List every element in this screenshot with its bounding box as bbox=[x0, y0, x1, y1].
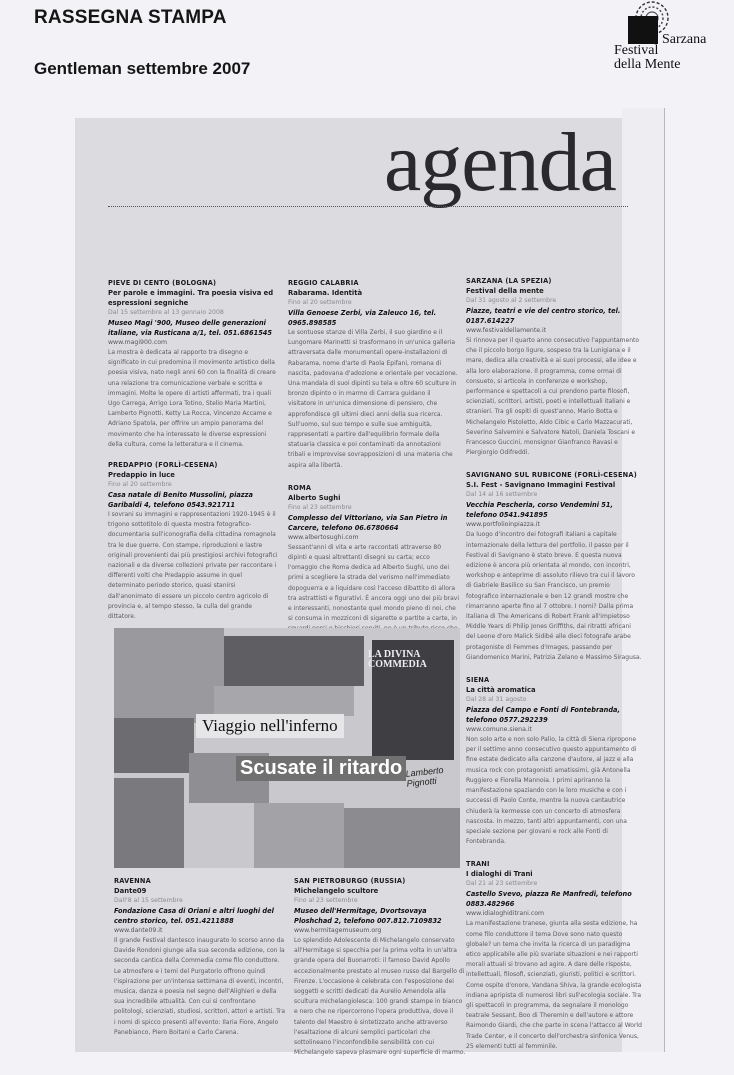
logo-line-festival: Festival bbox=[614, 43, 659, 58]
event-dates: Dal 14 al 16 settembre bbox=[466, 491, 538, 499]
column-3 bbox=[466, 276, 642, 1064]
heading-rule bbox=[108, 206, 628, 207]
event-entry bbox=[466, 675, 642, 847]
event-title: Michelangelo scultore bbox=[294, 887, 379, 895]
event-description: La manifestazione tranese, giunta alla sesta edizione, ha come filo conduttore il tema Dove sono nato questo globale? un tema che invita la ricerca di un paradigma etico applicabile alle più svariate situazioni e nei rapporti morali attuali si trovano ad agire. A dare delle risposte, intellettuali, filosofi, scienziati, giuristi, politici e scrittori. Come ospite d'onore, Vandana Shiva, la grande ecologista indiana apripista di numerosi libri sull'ecologia sociale. Tra gli spettacoli in programma, da segnalare il monologo teatrale Sessant, Boo di Theremin e dell'autore e attore Raimondo Giardi, che che parte in scena l'attacco al World Trade Center, e il concerto dell'orchestra sinfonica Venus, 25 elementi tutti al femminile. bbox=[466, 920, 642, 1050]
event-venue: Museo dell'Hermitage, Dvortsovaya Ploshchad 2, telefono 007.812.7109832 bbox=[294, 907, 442, 925]
event-venue: Casa natale di Benito Mussolini, piazza Garibaldi 4, telefono 0543.921711 bbox=[108, 491, 253, 510]
event-description: Le sontuose stanze di Villa Zerbi, il suo giardino e il Lungomare Marinetti si trasformano in un'unica galleria attraversata dalle monumentali opere-installazioni di Rabarama, nome d'arte di Paola Epifani, romana di nascita, padovana d'adozione e orientale per vocazione. Una mandala di suoi dipinti su tela e oltre 60 sculture in bronzo dipinto o in marmo di Carrara guidano il visitatore in un'unica dimensione di pensiero, che approfondisce gli ultimi dieci anni della sua ricerca. Sull'uomo, sul suo tempo e sulle sue ambiguità, rappresentati a partire dall'equilibrio formale della statuaria classica e poi contaminati da annotazioni tribali e improvvise sovrapposizioni di una materia che aspira alla libertà. bbox=[288, 329, 458, 469]
event-venue: Villa Genoese Zerbi, via Zaleuco 16, tel. 0965.898585 bbox=[288, 309, 437, 327]
event-city: PIEVE DI CENTO (BOLOGNA) bbox=[108, 279, 217, 287]
event-dates: Dall'8 al 15 settembre bbox=[114, 897, 183, 904]
event-url[interactable]: www.magi900.com bbox=[108, 339, 168, 346]
collage-grey-block bbox=[214, 686, 354, 716]
event-description: La mostra è dedicata al rapporto tra disegno e significato in cui predomina il movimento artistico della poesia visiva, nato negli anni 60 con la finalità di creare una relazione tra comunicazione verbale e scritta e immagini. Molte le opere di artisti affermati, tra i quali Ugo Carrega, Arrigo Lora Totino, Stelio Maria Martini, Lamberto Pignotti, Ketty La Rocca, Vincenzo Accame e Adriano Spatola, per offrire un ampio panorama del movimento che ha interessato le diverse espressioni della cultura, come la letteratura e il cinema. bbox=[108, 349, 276, 448]
event-entry bbox=[466, 276, 642, 458]
event-title: S.I. Fest - Savignano Immagini Festival bbox=[466, 481, 616, 490]
event-url[interactable]: www.portfolioinpiazza.it bbox=[466, 521, 540, 529]
event-city: SARZANA (LA SPEZIA) bbox=[466, 277, 552, 285]
event-title: Alberto Sughi bbox=[288, 493, 341, 502]
event-dates: Dal 31 agosto al 2 settembre bbox=[466, 297, 557, 304]
column-2-bottom bbox=[294, 876, 466, 1070]
event-entry bbox=[288, 483, 460, 645]
event-entry bbox=[108, 460, 280, 622]
event-city: RAVENNA bbox=[114, 877, 151, 885]
event-url[interactable]: www.albertosughi.com bbox=[288, 533, 359, 541]
event-entry bbox=[466, 859, 642, 1052]
collage-signature: Lamberto Pignotti bbox=[405, 764, 444, 789]
event-dates: Fino al 23 settembre bbox=[294, 897, 358, 904]
event-description: Si rinnova per il quarto anno consecutivo l'appuntamento che il piccolo borgo ligure, sospeso tra la Lunigiana e il mare, dedica alla creatività e ai suoi processi, alle idee e alla loro elaborazione. Il programma, come ormai di consueto, si articola in conferenze e workshop, performance e spettacoli a cui prendono parte filosofi, scienziati, scrittori, artisti, poeti e intellettuali italiani e stranieri. Tra gli ospiti di quest'anno, Mario Botta e Michelangelo Pistoletto, Aldo Cibic e Carlo Mazzacurati, Severino Salvemini e Salvatore Natoli, Daniela Toscani e Francesco Guccini, monsignor Gianfranco Ravasi e Piergiorgio Odifreddi. bbox=[466, 337, 640, 457]
event-description: Il grande Festival dantesco inaugurato lo scorso anno da Davide Rondoni giunge alla sua seconda edizione, con la seconda cantica della Commedia come filo conduttore. Le atmosfere e i temi del Purgatorio offrono quindi l'ispirazione per un'intensa settimana di eventi, incontri, musica, danza e poesia nel segno dell'Alighieri e della sua incredibile attualità. Con cui si confrontano politologi, scienziati, studiosi, scrittori, attori e artisti. Tra i nomi di spicco presenti all'evento: Ilaria Fiore, Angelo Panebianco, Piero Boitani e Carlo Carena. bbox=[114, 937, 286, 1036]
logo-line-della-mente: della Mente bbox=[614, 57, 681, 72]
event-dates: Dal 15 settembre al 13 gennaio 2008 bbox=[108, 309, 224, 316]
press-review-subtitle: Gentleman settembre 2007 bbox=[34, 59, 251, 78]
event-city: ROMA bbox=[288, 483, 312, 492]
collage-flowers bbox=[344, 808, 460, 868]
collage-dark-block bbox=[114, 718, 194, 773]
event-venue: Castello Svevo, piazza Re Manfredi, telefono 0883.482966 bbox=[466, 890, 632, 909]
event-description: Sessant'anni di vita e arte raccontati attraverso 80 dipinti e quasi altrettanti disegni su carta; ecco l'omaggio che Roma dedica ad Alberto Sughi, uno dei primi a scegliere la strada del verismo nell'immediato dopoguerra e a liquidare così l'acceso dibattito di allora tra astrattisti e figurativi. È ancora oggi uno dei più bravi e interessanti, nonostante quel mondo pieno di noi, che si consuma in mozziconi di sigarette e partite a carte, in bbox=[288, 543, 459, 623]
event-city: REGGIO CALABRIA bbox=[288, 279, 359, 287]
event-title: Festival della mente bbox=[466, 287, 544, 295]
event-venue: Complesso del Vittoriano, via San Pietro in Carcere, telefono 06.6780664 bbox=[288, 513, 448, 532]
event-venue: Vecchia Pescheria, corso Vendemini 51, telefono 0541.941895 bbox=[466, 501, 613, 520]
event-description: I sovrani su immagini e rappresentazioni 1920-1945 è il trigono sottotitolo di questa mostra fotografico-documentaria sull'iconografia della cittadina romagnola tra le due guerre. Con stampe, riproduzioni e lastre originali provenienti dai più prestigiosi archivi fotografici nazionali e da diverse collezioni private per raccontare i differenti volti che Predappio assume in quel determinato periodo storico, quasi stanirsi dall'anonimato di essere un piccolo centro agricolo di provincia e, al tempo stesso, la culla del grande dittatore. bbox=[108, 511, 278, 621]
event-venue: Museo Magi '900, Museo delle generazioni italiane, via Rusticana a/1, tel. 051.6861545 bbox=[108, 319, 272, 337]
event-dates: Fino al 20 settembre bbox=[108, 481, 172, 489]
event-dates: Dal 28 al 31 agosto bbox=[466, 696, 527, 704]
column-1 bbox=[108, 278, 280, 634]
event-title: Rabarama. Identità bbox=[288, 289, 363, 297]
event-title: Dante09 bbox=[114, 887, 147, 895]
event-city: SAN PIETROBURGO (RUSSIA) bbox=[294, 877, 406, 885]
collage-headline-2: Scusate il ritardo bbox=[236, 756, 406, 781]
event-title: Per parole e immagini. Tra poesia visiva ed espressioni segniche bbox=[108, 289, 274, 307]
event-city: PREDAPPIO (FORLÌ-CESENA) bbox=[108, 461, 218, 470]
event-title: Predappio in luce bbox=[108, 471, 175, 480]
event-venue: Fondazione Casa di Oriani e altri luoghi del centro storico, tel. 051.4211888 bbox=[114, 907, 274, 925]
event-description: Da luogo d'incontro dei fotografi italiani a capitale internazionale della lettura del portfolio, il passo per il Festival di Savignano è stato breve. E questa nuova edizione è ancora più orientata al mondo, con incontri, workshop e anteprime di assoluto rilievo tra cui il lavoro di Gabriele Basilico su San Francisco, un premio fotografico internazionale e ben 12 grandi mostre che rimarranno aperte fino al 7 ottobre. I nomi? Dalla prima italiana di The Americans di Robert Frank all'impietoso Middle Years di Philip Jones Griffiths, dai ritratti africani del Leone d'oro Malick Sidibé alle dieci fotografe arabe protagoniste di Femmes d'Images, passando per Giandomenico Marini, Patrizia Zelano e Massimo Siragusa. bbox=[466, 531, 642, 661]
column-1-bottom bbox=[114, 876, 286, 1050]
event-venue: Piazza del Campo e Fonti di Fontebranda, telefono 0577.292239 bbox=[466, 706, 621, 725]
event-city: TRANI bbox=[466, 860, 490, 869]
collage-image bbox=[114, 628, 460, 868]
event-entry bbox=[288, 278, 460, 471]
event-city: SIENA bbox=[466, 676, 490, 685]
logo-square bbox=[628, 16, 658, 44]
press-review-title: RASSEGNA STAMPA bbox=[34, 7, 227, 28]
event-url[interactable]: www.idialoghiditrani.com bbox=[466, 910, 545, 918]
event-dates: Dal 21 al 23 settembre bbox=[466, 880, 538, 888]
section-heading: agenda bbox=[384, 116, 616, 209]
event-title: I dialoghi di Trani bbox=[466, 870, 533, 879]
collage-photo-face bbox=[114, 628, 224, 723]
festival-logo bbox=[612, 0, 722, 80]
column-2 bbox=[288, 278, 460, 657]
event-venue: Piazze, teatri e vie del centro storico, tel. 0187.614227 bbox=[466, 307, 621, 325]
event-dates: Fino al 20 settembre bbox=[288, 299, 352, 306]
collage-photo-woman bbox=[254, 803, 344, 868]
event-url[interactable]: www.dante09.it bbox=[114, 927, 163, 934]
event-url[interactable]: www.hermitagemuseum.org bbox=[294, 927, 382, 934]
event-entry bbox=[114, 876, 286, 1038]
event-city: SAVIGNANO SUL RUBICONE (FORLÌ-CESENA) bbox=[466, 471, 637, 480]
collage-figure bbox=[114, 778, 184, 868]
collage-book-title: LA DIVINA COMMEDIA bbox=[368, 649, 427, 670]
collage-headline-1: Viaggio nell'inferno bbox=[196, 714, 344, 738]
event-url[interactable]: www.festivaldellamente.it bbox=[466, 327, 547, 334]
event-entry bbox=[108, 278, 280, 450]
logo-text-sarzana: Sarzana bbox=[662, 32, 707, 47]
event-dates: Fino al 23 settembre bbox=[288, 503, 352, 511]
event-description: Non solo arte e non solo Palio, la città di Siena ripropone per il settimo anno consecutivo questo appuntamento di fine estate dedicato alla canzone d'autore, al jazz e alla musica rock con protagonisti amatissimi, già Antonella Ruggiero e Fiorella Mannoia. I primi apriranno la manifestazione spaziando con le loro musiche e con i successi di Paolo Conte, mentre la nuova cantautrice chiuderà la kermesse con un concerto di atmosfera nascosta. In mezzo, tanti altri appuntamenti, con una speciale sezione per giovani e rock alle Fonti di Fontebranda. bbox=[466, 736, 637, 846]
logo-text-festival bbox=[614, 44, 680, 72]
event-url[interactable]: www.comune.siena.it bbox=[466, 726, 532, 734]
collage-dark-block bbox=[224, 636, 364, 686]
event-entry bbox=[294, 876, 466, 1058]
event-description: Lo splendido Adolescente di Michelangelo conservato all'Hermitage si specchia per la prima volta in un'altra grande opera del Buonarroti: il famoso David Apollo eccezionalmente prestato al museo russo dal Bargello di Firenze. L'occasione è celebrata con l'esposizione dei soggetti e scritti dedicati da Aurelio Amendola alla scultura michelangiolesca: 100 grandi stampe in bianco e nero che ne ripercorrono l'opera produttiva, dove il talento del Maestro è sintetizzato anche attraverso l'esaltazione di alcuni semplici particolari che sottolineano l'inconfondibile sensibilità con cui Michelangelo sapeva plasmare ogni superficie di marmo. bbox=[294, 937, 466, 1057]
event-title: La città aromatica bbox=[466, 686, 536, 695]
event-entry bbox=[466, 470, 642, 663]
